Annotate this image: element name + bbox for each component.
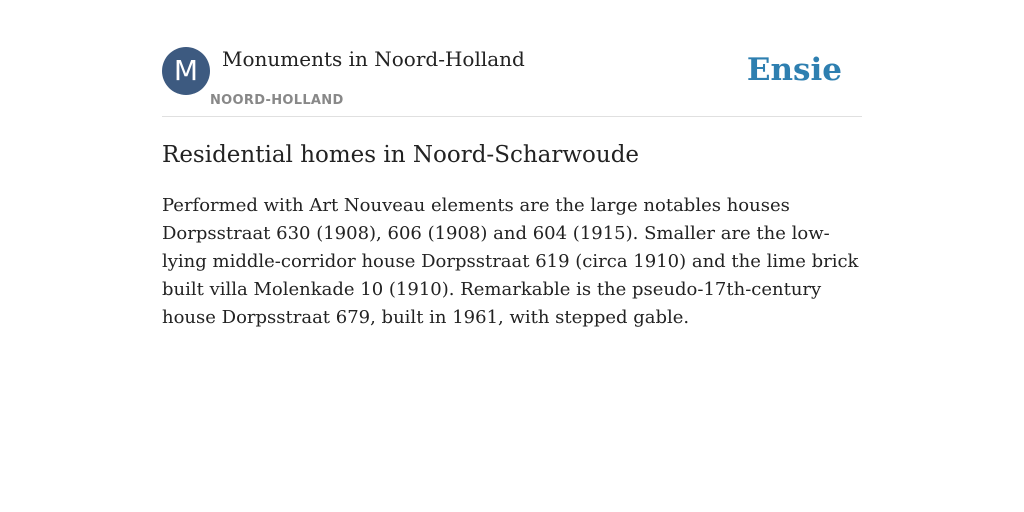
brand-logo[interactable]: Ensie [746, 52, 842, 88]
article-body: Performed with Art Nouveau elements are the large notables houses Dorpsstraat 630 (1908), 606 (1908) and 604 (1915). Smaller are the low-lying middle-corridor house Dorpsstraat 619 (circa 1910) and the lime brick built villa Molenkade 10 (1910). Remarkable is the pseudo-17th-century house Dorpsstraat 679, built in 1961, with stepped gable. [162, 195, 859, 328]
avatar[interactable]: M [162, 47, 210, 95]
header [162, 46, 862, 117]
article-title: Residential homes in Noord-Scharwoude [162, 142, 640, 168]
collection-title[interactable]: Monuments in Noord-Holland [222, 47, 525, 71]
category-label[interactable]: NOORD-HOLLAND [210, 93, 344, 108]
